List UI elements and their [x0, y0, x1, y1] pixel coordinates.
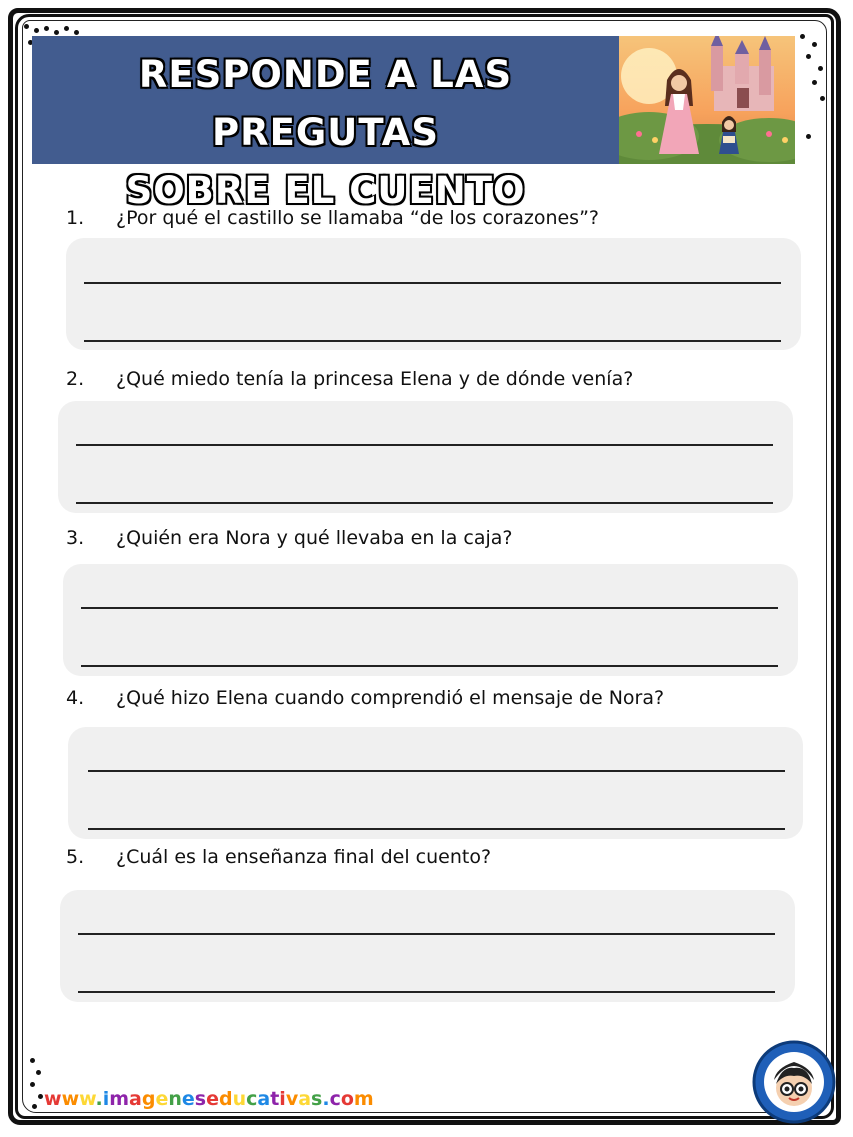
- answer-line: [84, 340, 781, 342]
- princess-castle-illustration: [619, 36, 795, 164]
- imageneseducativas-logo: [752, 1040, 836, 1124]
- answer-line: [78, 933, 775, 935]
- answer-line: [88, 828, 785, 830]
- answer-box-3[interactable]: [63, 564, 798, 676]
- question-text: ¿Qué miedo tenía la princesa Elena y de dónde venía?: [116, 368, 634, 390]
- question-text: ¿Cuál es la enseñanza final del cuento?: [116, 846, 492, 868]
- question-text: ¿Qué hizo Elena cuando comprendió el mensaje de Nora?: [116, 687, 665, 709]
- answer-line: [81, 607, 778, 609]
- page-title: [32, 46, 619, 220]
- footer-website-link[interactable]: [44, 1088, 374, 1110]
- answer-line: [84, 282, 781, 284]
- answer-line: [78, 991, 775, 993]
- answer-line: [81, 665, 778, 667]
- answer-line: [88, 770, 785, 772]
- answer-line: [76, 502, 773, 504]
- answer-box-2[interactable]: [58, 401, 793, 513]
- question-number: 3.: [66, 527, 85, 549]
- page-title-line-2: SOBRE EL CUENTO: [125, 169, 526, 212]
- answer-box-1[interactable]: [66, 238, 801, 350]
- question-number: 5.: [66, 846, 85, 868]
- answer-box-5[interactable]: [60, 890, 795, 1002]
- question-number: 4.: [66, 687, 85, 709]
- question-text: ¿Por qué el castillo se llamaba “de los corazones”?: [116, 207, 599, 229]
- answer-box-4[interactable]: [68, 727, 803, 839]
- question-number: 2.: [66, 368, 85, 390]
- footer-url-text: www.imageneseducativas.com: [44, 1088, 374, 1110]
- question-text: ¿Quién era Nora y qué llevaba en la caja?: [116, 527, 513, 549]
- header-banner: [32, 36, 619, 212]
- answer-line: [76, 444, 773, 446]
- question-number: 1.: [66, 207, 85, 229]
- page-title-line-1: RESPONDE A LAS PREGUTAS: [138, 53, 513, 154]
